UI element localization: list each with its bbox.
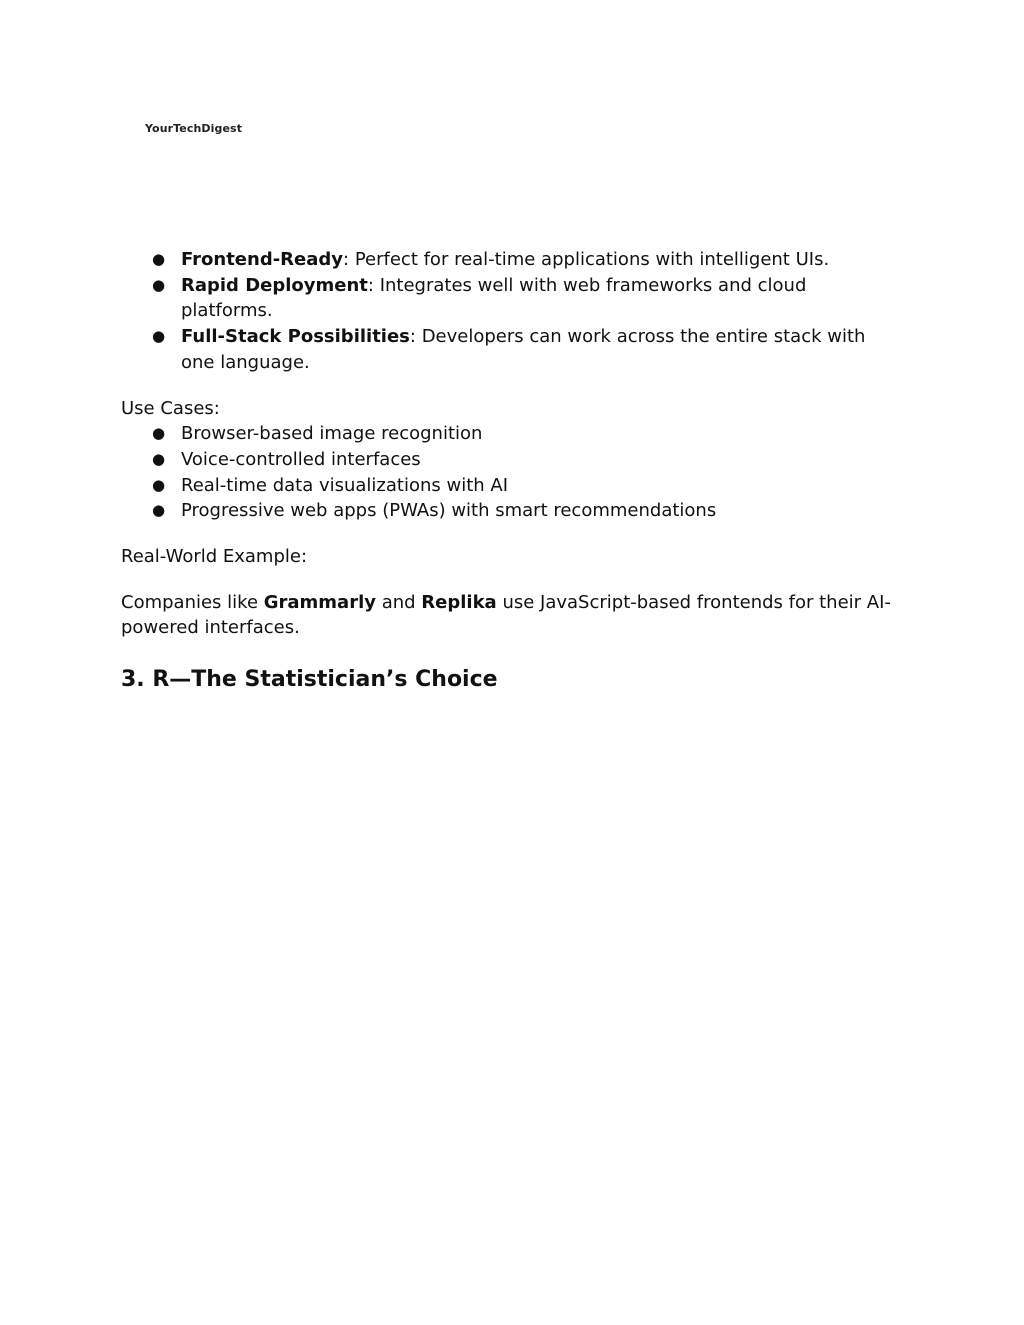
bullet-icon: ● (152, 327, 166, 346)
example-label: Real-World Example: (121, 546, 308, 568)
feature-term: Full-Stack Possibilities (181, 326, 410, 348)
company-name: Replika (421, 591, 497, 613)
list-item (121, 247, 901, 273)
feature-description: : Developers can work across the entire stack with one language. (181, 326, 866, 373)
feature-term: Rapid Deployment (181, 274, 368, 296)
example-text: use JavaScript-based frontends for their AI-powered interfaces. (121, 591, 891, 639)
feature-description: : Perfect for real-time applications with intelligent UIs. (343, 249, 830, 270)
use-case-text: Progressive web apps (PWAs) with smart recommendations (181, 500, 717, 522)
use-case-text: Real-time data visualizations with AI (181, 474, 509, 496)
list-item (121, 473, 901, 499)
section-heading: 3. R—The Statistician’s Choice (121, 667, 498, 693)
company-name: Grammarly (263, 591, 376, 613)
list-item (121, 324, 901, 375)
use-case-text: Browser-based image recognition (181, 423, 483, 445)
example-text: and (375, 591, 422, 613)
bullet-icon: ● (152, 424, 166, 443)
example-text: Companies like (121, 591, 264, 613)
bullet-icon: ● (152, 250, 166, 268)
list-item (121, 498, 901, 524)
list-item (121, 421, 901, 447)
feature-list (121, 247, 901, 376)
list-item (121, 273, 901, 324)
feature-term: Frontend-Ready (181, 249, 344, 270)
example-paragraph (121, 590, 901, 641)
use-cases-label: Use Cases: (121, 397, 220, 419)
use-cases-list (121, 421, 901, 524)
bullet-icon: ● (152, 449, 166, 468)
use-case-text: Voice-controlled interfaces (181, 448, 421, 470)
feature-description: : Integrates well with web frameworks and cloud platforms. (181, 274, 807, 322)
document-body (121, 247, 901, 695)
bullet-icon: ● (152, 501, 166, 520)
list-item (121, 447, 901, 473)
site-logo: YourTechDigest (145, 122, 243, 135)
bullet-icon: ● (152, 475, 166, 494)
bullet-icon: ● (152, 275, 166, 294)
